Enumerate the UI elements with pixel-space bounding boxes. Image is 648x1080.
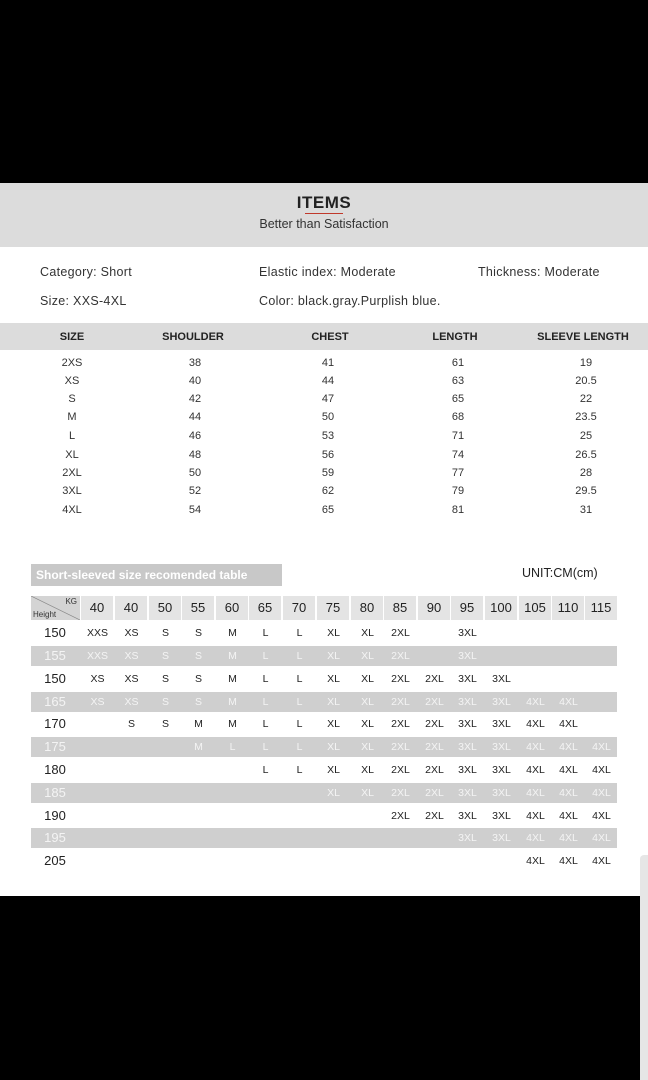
size-cell: 3XL [492, 832, 511, 844]
table-corner [31, 596, 80, 620]
header-band [0, 183, 648, 247]
specs-cell: 28 [579, 467, 593, 479]
size-cell: L [262, 764, 269, 776]
weight-header-cell: 115 [585, 596, 617, 620]
specs-row [0, 447, 648, 465]
weight-header-cell: 110 [552, 596, 584, 620]
size-cell: 4XL [526, 718, 545, 730]
size-cell: S [161, 718, 169, 730]
specs-cell: 41 [321, 357, 335, 369]
recommend-row [31, 737, 617, 757]
height-cell: 165 [44, 694, 66, 709]
specs-cell: 50 [188, 467, 202, 479]
size-cell: L [262, 627, 269, 639]
size-cell: 4XL [526, 696, 545, 708]
size-cell: XS [124, 627, 139, 639]
specs-row [0, 373, 648, 391]
height-cell: 205 [44, 853, 66, 868]
size-cell: 2XL [391, 627, 410, 639]
height-cell: 155 [44, 648, 66, 663]
size-cell: 3XL [458, 764, 477, 776]
size-cell: 3XL [458, 673, 477, 685]
size-cell: S [127, 718, 135, 730]
specs-cell: 2XS [61, 357, 83, 369]
size-cell: 4XL [592, 764, 611, 776]
size-cell: 2XL [425, 741, 444, 753]
weight-header-cell: 75 [317, 596, 349, 620]
specs-row [0, 483, 648, 501]
height-label: Height [33, 610, 57, 619]
size-cell: L [296, 696, 303, 708]
weight-header-cell: 95 [451, 596, 483, 620]
size-cell: 4XL [592, 832, 611, 844]
size-cell: XL [361, 787, 374, 799]
size-cell: XL [361, 741, 374, 753]
size-cell: XL [361, 650, 374, 662]
weight-header-cell: 40 [115, 596, 147, 620]
col-header-sleeve: SLEEVE LENGTH [537, 331, 629, 343]
size-cell: 3XL [492, 741, 511, 753]
size-cell: S [194, 650, 202, 662]
col-header-shoulder: SHOULDER [162, 331, 224, 343]
size-cell: XL [361, 764, 374, 776]
specs-cell: 65 [321, 504, 335, 516]
weight-header-cell: 50 [149, 596, 181, 620]
size-cell: S [161, 650, 169, 662]
weight-header-cell: 85 [384, 596, 416, 620]
size-cell: XL [327, 627, 340, 639]
size-cell: M [228, 718, 237, 730]
size-cell: XL [327, 764, 340, 776]
specs-cell: 40 [188, 375, 202, 387]
specs-cell: XS [64, 375, 80, 387]
size-cell: 3XL [458, 810, 477, 822]
size-cell: XS [124, 650, 139, 662]
size-cell: 4XL [559, 764, 578, 776]
size-cell: L [296, 741, 303, 753]
recommend-row [31, 760, 617, 780]
specs-cell: 71 [451, 430, 465, 442]
size-cell: 3XL [458, 696, 477, 708]
specs-cell: 44 [188, 411, 202, 423]
height-cell: 150 [44, 671, 66, 686]
height-cell: 170 [44, 716, 66, 731]
specs-cell: S [68, 393, 76, 405]
size-cell: L [296, 650, 303, 662]
size-cell: XL [327, 673, 340, 685]
specs-cell: L [68, 430, 76, 442]
size-cell: M [194, 718, 203, 730]
size-cell: L [262, 650, 269, 662]
size-cell: 3XL [492, 787, 511, 799]
info-elastic: Elastic index: Moderate [259, 265, 396, 279]
size-cell: M [228, 627, 237, 639]
size-cell: L [296, 718, 303, 730]
size-cell: 3XL [492, 764, 511, 776]
size-cell: 2XL [391, 741, 410, 753]
specs-cell: XL [65, 449, 79, 461]
size-cell: 3XL [492, 673, 511, 685]
size-cell: L [296, 627, 303, 639]
size-cell: 2XL [425, 696, 444, 708]
col-header-size: SIZE [59, 331, 85, 343]
size-cell: 3XL [458, 832, 477, 844]
size-cell: XXS [86, 627, 108, 639]
specs-table-header [0, 323, 648, 350]
size-cell: 3XL [458, 718, 477, 730]
size-cell: XL [361, 627, 374, 639]
specs-row [0, 428, 648, 446]
size-cell: XL [361, 718, 374, 730]
specs-cell: 19 [579, 357, 593, 369]
info-color: Color: black.gray.Purplish blue. [259, 294, 441, 308]
recommend-row [31, 851, 617, 871]
size-cell: L [262, 741, 269, 753]
size-cell: S [161, 627, 169, 639]
info-thickness: Thickness: Moderate [478, 265, 600, 279]
size-cell: 3XL [458, 650, 477, 662]
size-cell: 3XL [492, 810, 511, 822]
specs-cell: 25 [579, 430, 593, 442]
specs-cell: 54 [188, 504, 202, 516]
col-header-length: LENGTH [432, 331, 478, 343]
specs-cell: 3XL [62, 485, 82, 497]
size-cell: S [194, 673, 202, 685]
specs-cell: 2XL [62, 467, 82, 479]
size-cell: 2XL [425, 764, 444, 776]
specs-cell: 22 [579, 393, 593, 405]
specs-cell: 29.5 [575, 485, 597, 497]
weight-header-cell: 90 [418, 596, 450, 620]
height-cell: 150 [44, 625, 66, 640]
size-cell: 4XL [559, 832, 578, 844]
specs-cell: 63 [451, 375, 465, 387]
size-cell: 3XL [458, 787, 477, 799]
size-cell: 2XL [391, 673, 410, 685]
specs-cell: 52 [188, 485, 202, 497]
size-cell: 4XL [559, 718, 578, 730]
size-cell: XL [327, 650, 340, 662]
size-cell: 2XL [391, 810, 410, 822]
size-cell: 4XL [526, 855, 545, 867]
size-cell: XL [361, 696, 374, 708]
size-cell: XS [124, 696, 139, 708]
size-cell: L [229, 741, 236, 753]
info-size: Size: XXS-4XL [40, 294, 127, 308]
page-title: ITEMS [296, 193, 352, 212]
recommend-row [31, 828, 617, 848]
size-cell: 3XL [492, 718, 511, 730]
specs-cell: 53 [321, 430, 335, 442]
size-cell: XL [327, 787, 340, 799]
weight-header-cell: 65 [249, 596, 281, 620]
specs-cell: 59 [321, 467, 335, 479]
col-header-chest: CHEST [311, 331, 349, 343]
size-cell: 4XL [592, 787, 611, 799]
recommend-row [31, 783, 617, 803]
size-cell: 4XL [559, 696, 578, 708]
size-cell: S [194, 627, 202, 639]
size-cell: L [296, 673, 303, 685]
recommend-row [31, 714, 617, 734]
specs-cell: 44 [321, 375, 335, 387]
height-cell: 180 [44, 762, 66, 777]
size-cell: 3XL [458, 741, 477, 753]
size-cell: 3XL [492, 696, 511, 708]
scrollbar[interactable] [640, 855, 648, 1080]
specs-cell: 74 [451, 449, 465, 461]
size-cell: 4XL [559, 855, 578, 867]
specs-cell: 47 [321, 393, 335, 405]
size-cell: XS [124, 673, 139, 685]
specs-cell: 65 [451, 393, 465, 405]
specs-cell: 38 [188, 357, 202, 369]
recommend-row [31, 623, 617, 643]
weight-header-cell: 70 [283, 596, 315, 620]
size-cell: 4XL [592, 810, 611, 822]
size-cell: 4XL [592, 741, 611, 753]
size-cell: L [296, 764, 303, 776]
specs-row [0, 355, 648, 373]
size-chart-page [0, 183, 648, 896]
size-cell: 2XL [425, 673, 444, 685]
specs-cell: 26.5 [575, 449, 597, 461]
specs-cell: 42 [188, 393, 202, 405]
size-cell: S [161, 696, 169, 708]
size-cell: 2XL [391, 650, 410, 662]
size-cell: 4XL [559, 787, 578, 799]
specs-cell: 50 [321, 411, 335, 423]
size-cell: 4XL [526, 810, 545, 822]
size-cell: 4XL [592, 855, 611, 867]
specs-cell: 31 [579, 504, 593, 516]
size-cell: XL [327, 718, 340, 730]
specs-cell: 79 [451, 485, 465, 497]
size-cell: L [262, 673, 269, 685]
size-cell: XL [327, 696, 340, 708]
size-cell: M [228, 650, 237, 662]
info-category: Category: Short [40, 265, 133, 279]
size-cell: 2XL [391, 764, 410, 776]
height-cell: 185 [44, 785, 66, 800]
size-cell: 4XL [526, 787, 545, 799]
size-cell: XS [90, 696, 105, 708]
size-cell: S [161, 673, 169, 685]
specs-cell: 56 [321, 449, 335, 461]
specs-cell: 81 [451, 504, 465, 516]
specs-row [0, 465, 648, 483]
size-cell: XS [90, 673, 105, 685]
kg-label: KG [65, 597, 77, 606]
size-cell: 2XL [425, 810, 444, 822]
unit-label: UNIT:CM(cm) [522, 566, 598, 580]
height-cell: 175 [44, 739, 66, 754]
size-cell: 4XL [526, 832, 545, 844]
weight-header-cell: 105 [519, 596, 551, 620]
specs-cell: 61 [451, 357, 465, 369]
weight-header-cell: 55 [182, 596, 214, 620]
size-cell: 4XL [526, 764, 545, 776]
size-cell: XL [327, 741, 340, 753]
size-cell: 2XL [391, 718, 410, 730]
size-cell: L [262, 718, 269, 730]
recommend-table-title: Short-sleeved size recomended table [31, 564, 282, 586]
size-cell: 3XL [458, 627, 477, 639]
recommend-row [31, 646, 617, 666]
specs-row [0, 391, 648, 409]
weight-header-cell: 60 [216, 596, 248, 620]
weight-header-cell: 100 [485, 596, 517, 620]
height-cell: 190 [44, 808, 66, 823]
recommend-row [31, 692, 617, 712]
title-underline [305, 213, 343, 214]
specs-row [0, 409, 648, 427]
size-cell: 2XL [391, 787, 410, 799]
size-cell: M [228, 673, 237, 685]
size-cell: S [194, 696, 202, 708]
size-cell: M [194, 741, 203, 753]
size-cell: 4XL [526, 741, 545, 753]
specs-row [0, 502, 648, 520]
specs-cell: M [67, 411, 77, 423]
specs-cell: 68 [451, 411, 465, 423]
specs-cell: 48 [188, 449, 202, 461]
specs-cell: 20.5 [575, 375, 597, 387]
height-cell: 195 [44, 830, 66, 845]
size-cell: 4XL [559, 810, 578, 822]
recommend-row [31, 806, 617, 826]
size-cell: XXS [86, 650, 108, 662]
size-cell: 2XL [425, 718, 444, 730]
page-subtitle: Better than Satisfaction [259, 217, 389, 231]
specs-cell: 62 [321, 485, 335, 497]
weight-header-cell: 40 [81, 596, 113, 620]
size-cell: 2XL [391, 696, 410, 708]
weight-header-cell: 80 [351, 596, 383, 620]
specs-cell: 46 [188, 430, 202, 442]
specs-cell: 77 [451, 467, 465, 479]
size-cell: XL [361, 673, 374, 685]
recommend-row [31, 669, 617, 689]
specs-cell: 23.5 [575, 411, 597, 423]
size-cell: 4XL [559, 741, 578, 753]
size-cell: 2XL [425, 787, 444, 799]
size-cell: L [262, 696, 269, 708]
specs-cell: 4XL [62, 504, 82, 516]
size-cell: M [228, 696, 237, 708]
